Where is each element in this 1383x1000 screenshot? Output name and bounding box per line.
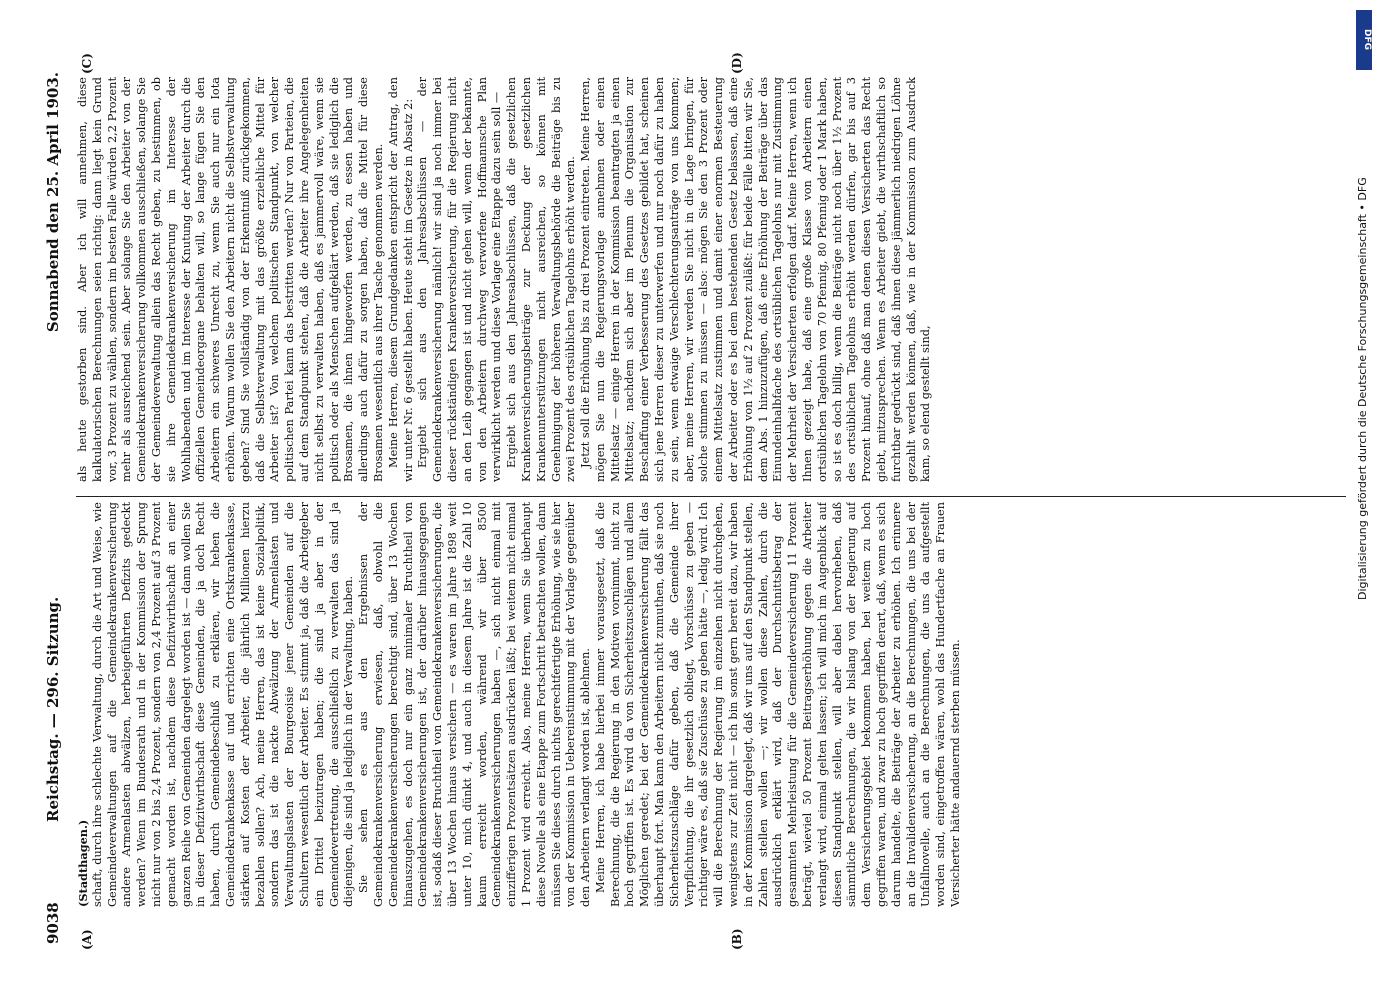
rotated-page-content	[40, 52, 1360, 952]
right-text-column	[76, 77, 1346, 482]
margin-mark-d: (D)	[730, 52, 744, 74]
margin-mark-a: (A)	[80, 929, 94, 950]
paragraph: als heute gestorben sind. Aber ich will annehmen, diese kalkulatorischen Berechnungen seien richtig: dann liegt kein Grund vor, 3 Prozent zu wählen, sondern im besten Falle würden 2,2 Prozent mehr als ausreichend sein. Aber solange Sie den Arbeiter von der Gemeindekrankenversicherung vollkommen ausschließen, solange Sie der Gemeindeverwaltung allein das Recht geben, zu bestimmen, ob sie ihre Gemeindekrankenversicherung im Interesse der Wohlhabenden und im Interesse der Knutung der Arbeiter durch die offiziellen Gemeindeorgane behalten will, so lange fügen Sie den Arbeitern ein schweres Unrecht zu, wenn Sie auch nur ein Iota erhöhen. Warum wollen Sie den Arbeitern nicht die Selbstverwaltung geben? Sind Sie vollständig von der Erkenntniß zurückgekommen, daß die Selbstverwaltung mit das größte erziehliche Mittel für Arbeiter ist? Von welchem politischen Standpunkt, von welcher politischen Partei kann das bestritten werden? Nur von Parteien, die auf dem Standpunkt stehen, daß die Arbeiter ihre Angelegenheiten nicht selbst zu verwalten haben, daß es jammervoll wäre, wenn sie politisch oder als Menschen aufgeklärt werden, daß sie lediglich die Brosamen, die ihnen hingeworfen werden, zu essen haben und allerdings auch dafür zu sorgen haben, daß die Mittel für diese Brosamen wesentlich aus ihrer Tasche genommen werden.	[76, 77, 385, 482]
left-text-column	[76, 502, 1346, 907]
paragraph: Jetzt soll die Erhöhung bis zu drei Prozent eintreten. Meine Herren, mögen Sie nun die Regierungsvorlage annehmen oder einen Mittelsatz — einige Herren in der Kommission beantragten ja einen Mittelsatz; nachdem sich aber im Plenum die Organisation zur Beschaffung einer Verbesserung des Gesetzes gebildet hat, scheinen sich jene Herren dieser zu unterwerfen und nur noch dafür zu haben zu sein, wenn etwaige Verschlechterungsanträge von uns kommen; aber, meine Herren, wir werden Sie nicht in die Lage bringen, für solche stimmen zu müssen — also: mögen Sie den 3 Prozent oder einem Mittelsatz zustimmen und damit einer enormen Besteuerung der Arbeiter oder es bei dem bestehenden Gesetz belassen, daß eine Erhöhung von 1½ auf 2 Prozent zuläßt: für beide Fälle bitten wir Sie, dem Abs. 1 hinzuzufügen, daß eine Erhöhung der Beiträge über das Einundeinhalbfache des ortsüblichen Tagelohns nur mit Zustimmung der Mehrheit der Versicherten erfolgen darf. Meine Herren, wenn ich Ihnen gezeigt habe, daß eine große Klasse von Arbeitern einen ortsüblichen Tagelohn von 70 Pfennig, 80 Pfennig oder 1 Mark haben, so ist es doch billig, wenn die Beiträge nicht noch über 1½ Prozent des ortsüblichen Tagelohns erhöht werden dürfen, gar bis auf 3 Prozent hinauf, ohne daß man denen diesen Versicherten das Recht giebt, mitzusprechen. Wenn es Arbeiter giebt, die wirthschaftlich so furchtbar gedrückt sind, daß ihnen diese jämmerlich niedrigen Löhne gezahlt werden können, daß, wie in der Kommission zum Ausdruck kam, so elend gestellt sind,	[579, 77, 933, 482]
column-divider	[76, 496, 1346, 497]
paragraph: Meine Herren, ich habe hierbei immer vorausgesetzt, daß die Berechnung, die die Regierung in den Motiven vornimmt, nicht zu hoch gegriffen ist. Es wird da von Sicherheitszuschlägen und allem Möglichen geredet; bei der Gemeindekrankenversicherung fällt das überhaupt fort. Man kann den Arbeitern nicht zumuthen, daß sie noch Sicherheitszuschläge dafür geben, daß die Gemeinde ihrer Verpflichtung, die ihr gesetzlich obliegt, Vorschüsse zu geben — richtiger wäre es, daß sie Zuschüsse zu geben hätte —, ledig wird. Ich will die Berechnung der Regierung im einzelnen nicht durchgehen, wenigstens zur Zeit nicht — ich bin sonst gern bereit dazu, wir haben in der Kommission dargelegt, daß wir uns auf den Standpunkt stellen, Zahlen stellen wollen —; wir wollen diese Zahlen, durch die ausdrücklich erklärt wird, daß der Durchschnittsbetrag der gesammten Mehrleistung für die Gemeindeversicherung 11 Prozent beträgt, wieviel 50 Prozent Beitragserhöhung gegen die Arbeiter verlangt wird, einmal gelten lassen; ich will mich im Augenblick auf diesen Standpunkt stellen, will aber dabei hervorheben, daß sämmtliche Berechnungen, die wir bislang von der Regierung auf dem Versicherungsgebiet bekommen haben, bei weitem zu hoch gegriffen waren, und zwar zu hoch gegriffen derart, daß, wenn es sich darum handelte, die Beiträge der Arbeiter zu erhöhen. Ich erinnere an die Invalidenversicherung, an die Berechnungen, die uns bei der Unfallnovelle, auch an die Berechnungen, die uns da aufgestellt worden sind, eingetroffen wären, wohl das Hundertfache an Frauen Versicherter hätte andauernd sterben müssen.	[593, 502, 963, 907]
paragraph: schaft, durch ihre schlechte Verwaltung, durch die Art und Weise, wie Gemeindeverwaltungen auf die Gemeindekrankenversicherung andere Armenlasten abwälzen, herbeigeführten Defizits gedeckt werden? Wenn im Bundesrath und in der Kommission der Sprung nicht nur von 2 bis 2,4 Prozent, sondern von 2,4 Prozent auf 3 Prozent gemacht worden ist, nachdem diese Defizitwirthschaft an einer ganzen Reihe von Gemeinden dargelegt worden ist — dann wollen Sie in dieser Defizitwirthschaft diese Gemeinden, die ja doch Recht haben, durch Gemeindebeschluß zu erklären, wir heben die Gemeindekrankenkasse auf und errichten eine Ortskrankenkasse, stärken auf Kosten der Arbeiter, die jährlich Millionen hierzu bezahlen sollen? Ach, meine Herren, das ist keine Sozialpolitik, sondern das ist die nackte Abwälzung der Armenlasten und Verwaltungslasten der Bourgeoisie jener Gemeinden auf die Schultern wesentlich der Arbeiter. Es stimmt ja, daß die Arbeitgeber ein Drittel beizutragen haben; die sind ja aber in der Gemeindevertretung, die ausschließlich zu verwalten das sind ja diejenigen, die sind ja lediglich in der Verwaltung, haben.	[90, 502, 356, 907]
right-running-title: Sonnabend den 25. April 1903.	[44, 72, 62, 333]
speaker-tag: (Stadthagen.)	[76, 819, 90, 907]
margin-mark-b: (B)	[730, 928, 744, 950]
margin-mark-c: (C)	[80, 53, 94, 74]
paragraph: Sie sehen es aus den Ergebnissen der Gemeindekrankenversicherung erwiesen, daß, obwohl die Gemeindekrankenversicherungen berechtigt sind, über 13 Wochen hinauszugehen, es doch nur ein ganz minimaler Bruchtheil von Gemeindekrankenversicherungen ist, der darüber hinausgegangen ist, sodaß dieser Bruchtheil von Gemeindekrankenversicherungen, die über 13 Wochen hinaus versichern — es waren im Jahre 1898 weit unter 10, mich dünkt 4, und auch in diesem Jahre ist die Zahl 10 kaum erreicht worden, während wir über 8500 Gemeindekrankenversicherungen haben —, sich nicht einmal mit einzifferigen Prozentsätzen ausdrücken läßt; bei weitem nicht einmal 1 Prozent wird erreicht. Also, meine Herren, wenn Sie überhaupt diese Novelle als eine Etappe zum Fortschritt betrachten wollen, dann müssen Sie dieses durch nichts gerechtfertigte Erhöhung, wie sie hier von der Kommission in Uebereinstimmung mit der Vorlage gegenüber den Arbeitern verlangt worden ist, ablehnen.	[357, 502, 593, 907]
left-running-title: Reichstag. — 296. Sitzung.	[44, 596, 62, 822]
page-header	[40, 52, 68, 952]
page-number: 9038	[44, 902, 62, 944]
paragraph: Meine Herren, diesem Grundgedanken entspricht der Antrag, den wir unter Nr. 6 gestellt haben. Heute steht im Gesetze in Absatz 2:	[386, 77, 415, 482]
quoted-paragraph: Ergiebt sich aus den Jahresabschlüssen — der Gemeindekrankenversicherung nämlich! wir sind ja noch immer bei dieser rückständigen Krankenversicherung, für die Regierung nicht an den Leib gegangen ist und nicht gehen will, wenn der bekannte, von den Arbeitern durchweg verworfene Hoffmannsche Plan verwirklicht werden und diese Vorlage eine Etappe dazu sein soll —	[416, 77, 504, 482]
dfg-logo: DFG	[1356, 10, 1372, 70]
quoted-paragraph: Ergiebt sich aus den Jahresabschlüssen, daß die gesetzlichen Krankenversicherungsbeiträge zur Deckung der gesetzlichen Krankenunterstützungen nicht ausreichen, so können mit Genehmigung der höheren Verwaltungsbehörde die Beiträge bis zu zwei Prozent des ortsüblichen Tagelohns erhöht werden.	[505, 77, 578, 482]
digitization-credit: Digitalisierung gefördert durch die Deutsche Forschungsgemeinschaft • DFG	[1356, 177, 1369, 600]
